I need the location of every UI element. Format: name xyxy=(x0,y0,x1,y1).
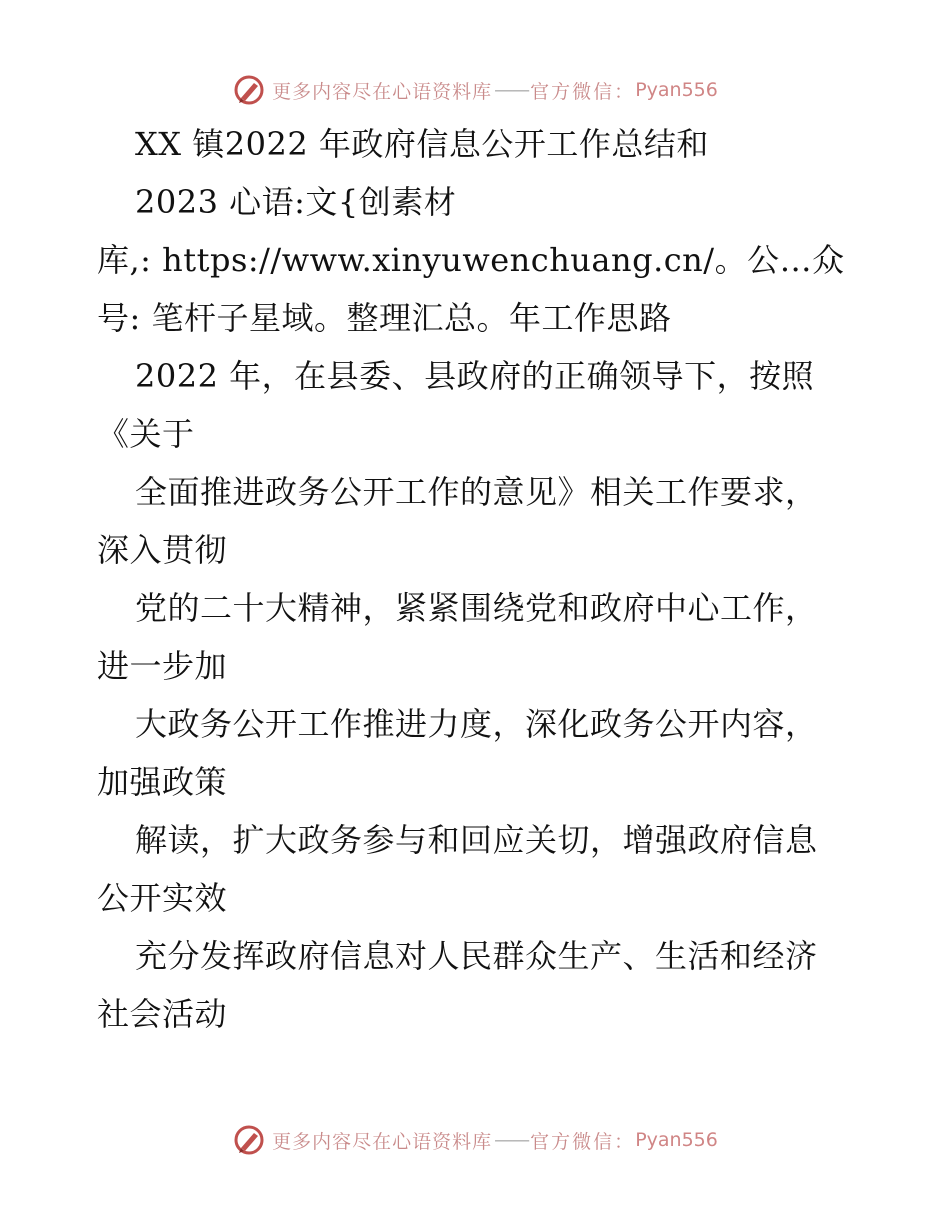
watermark-site-text: 更多内容尽在心语资料库 xyxy=(272,1130,493,1153)
watermark-contact-id: Pyan556 xyxy=(635,79,718,101)
text-line: 2023 心语:文{创素材 xyxy=(135,183,457,221)
text-line: 库,: https://www.xinyuwenchuang.cn/。公…众 xyxy=(97,241,845,279)
watermark-site-text: 更多内容尽在心语资料库 xyxy=(272,80,493,103)
pen-logo-icon xyxy=(232,73,266,107)
pen-logo-icon xyxy=(232,1123,266,1157)
text-line: 解读，扩大政务参与和回应关切，增强政府信息 xyxy=(135,821,818,859)
text-line: 公开实效 xyxy=(97,879,228,917)
footer-watermark xyxy=(0,1120,950,1160)
text-line: 2022 年，在县委、县政府的正确领导下，按照 xyxy=(135,357,815,395)
text-line: XX 镇2022 年政府信息公开工作总结和 xyxy=(135,125,709,163)
text-line: 社会活动 xyxy=(97,995,228,1033)
text-line: 深入贯彻 xyxy=(97,531,228,569)
text-line: 充分发挥政府信息对人民群众生产、生活和经济 xyxy=(135,937,818,975)
watermark-contact-id: Pyan556 xyxy=(635,1129,718,1151)
watermark-dash: —— xyxy=(494,79,529,101)
text-line: 全面推进政务公开工作的意见》相关工作要求， xyxy=(135,473,818,511)
text-line: 加强政策 xyxy=(97,763,228,801)
text-line: 号: 笔杆子星域。整理汇总。年工作思路 xyxy=(97,299,672,337)
text-line: 党的二十大精神，紧紧围绕党和政府中心工作， xyxy=(135,589,818,627)
document-body xyxy=(97,115,857,1043)
watermark-dash: —— xyxy=(494,1129,529,1151)
watermark-contact-label: 官方微信： xyxy=(530,1130,636,1153)
text-line: 大政务公开工作推进力度，深化政务公开内容， xyxy=(135,705,818,743)
text-line: 《关于 xyxy=(97,415,195,453)
text-line: 进一步加 xyxy=(97,647,228,685)
header-watermark xyxy=(0,70,950,110)
watermark-contact-label: 官方微信： xyxy=(530,80,636,103)
